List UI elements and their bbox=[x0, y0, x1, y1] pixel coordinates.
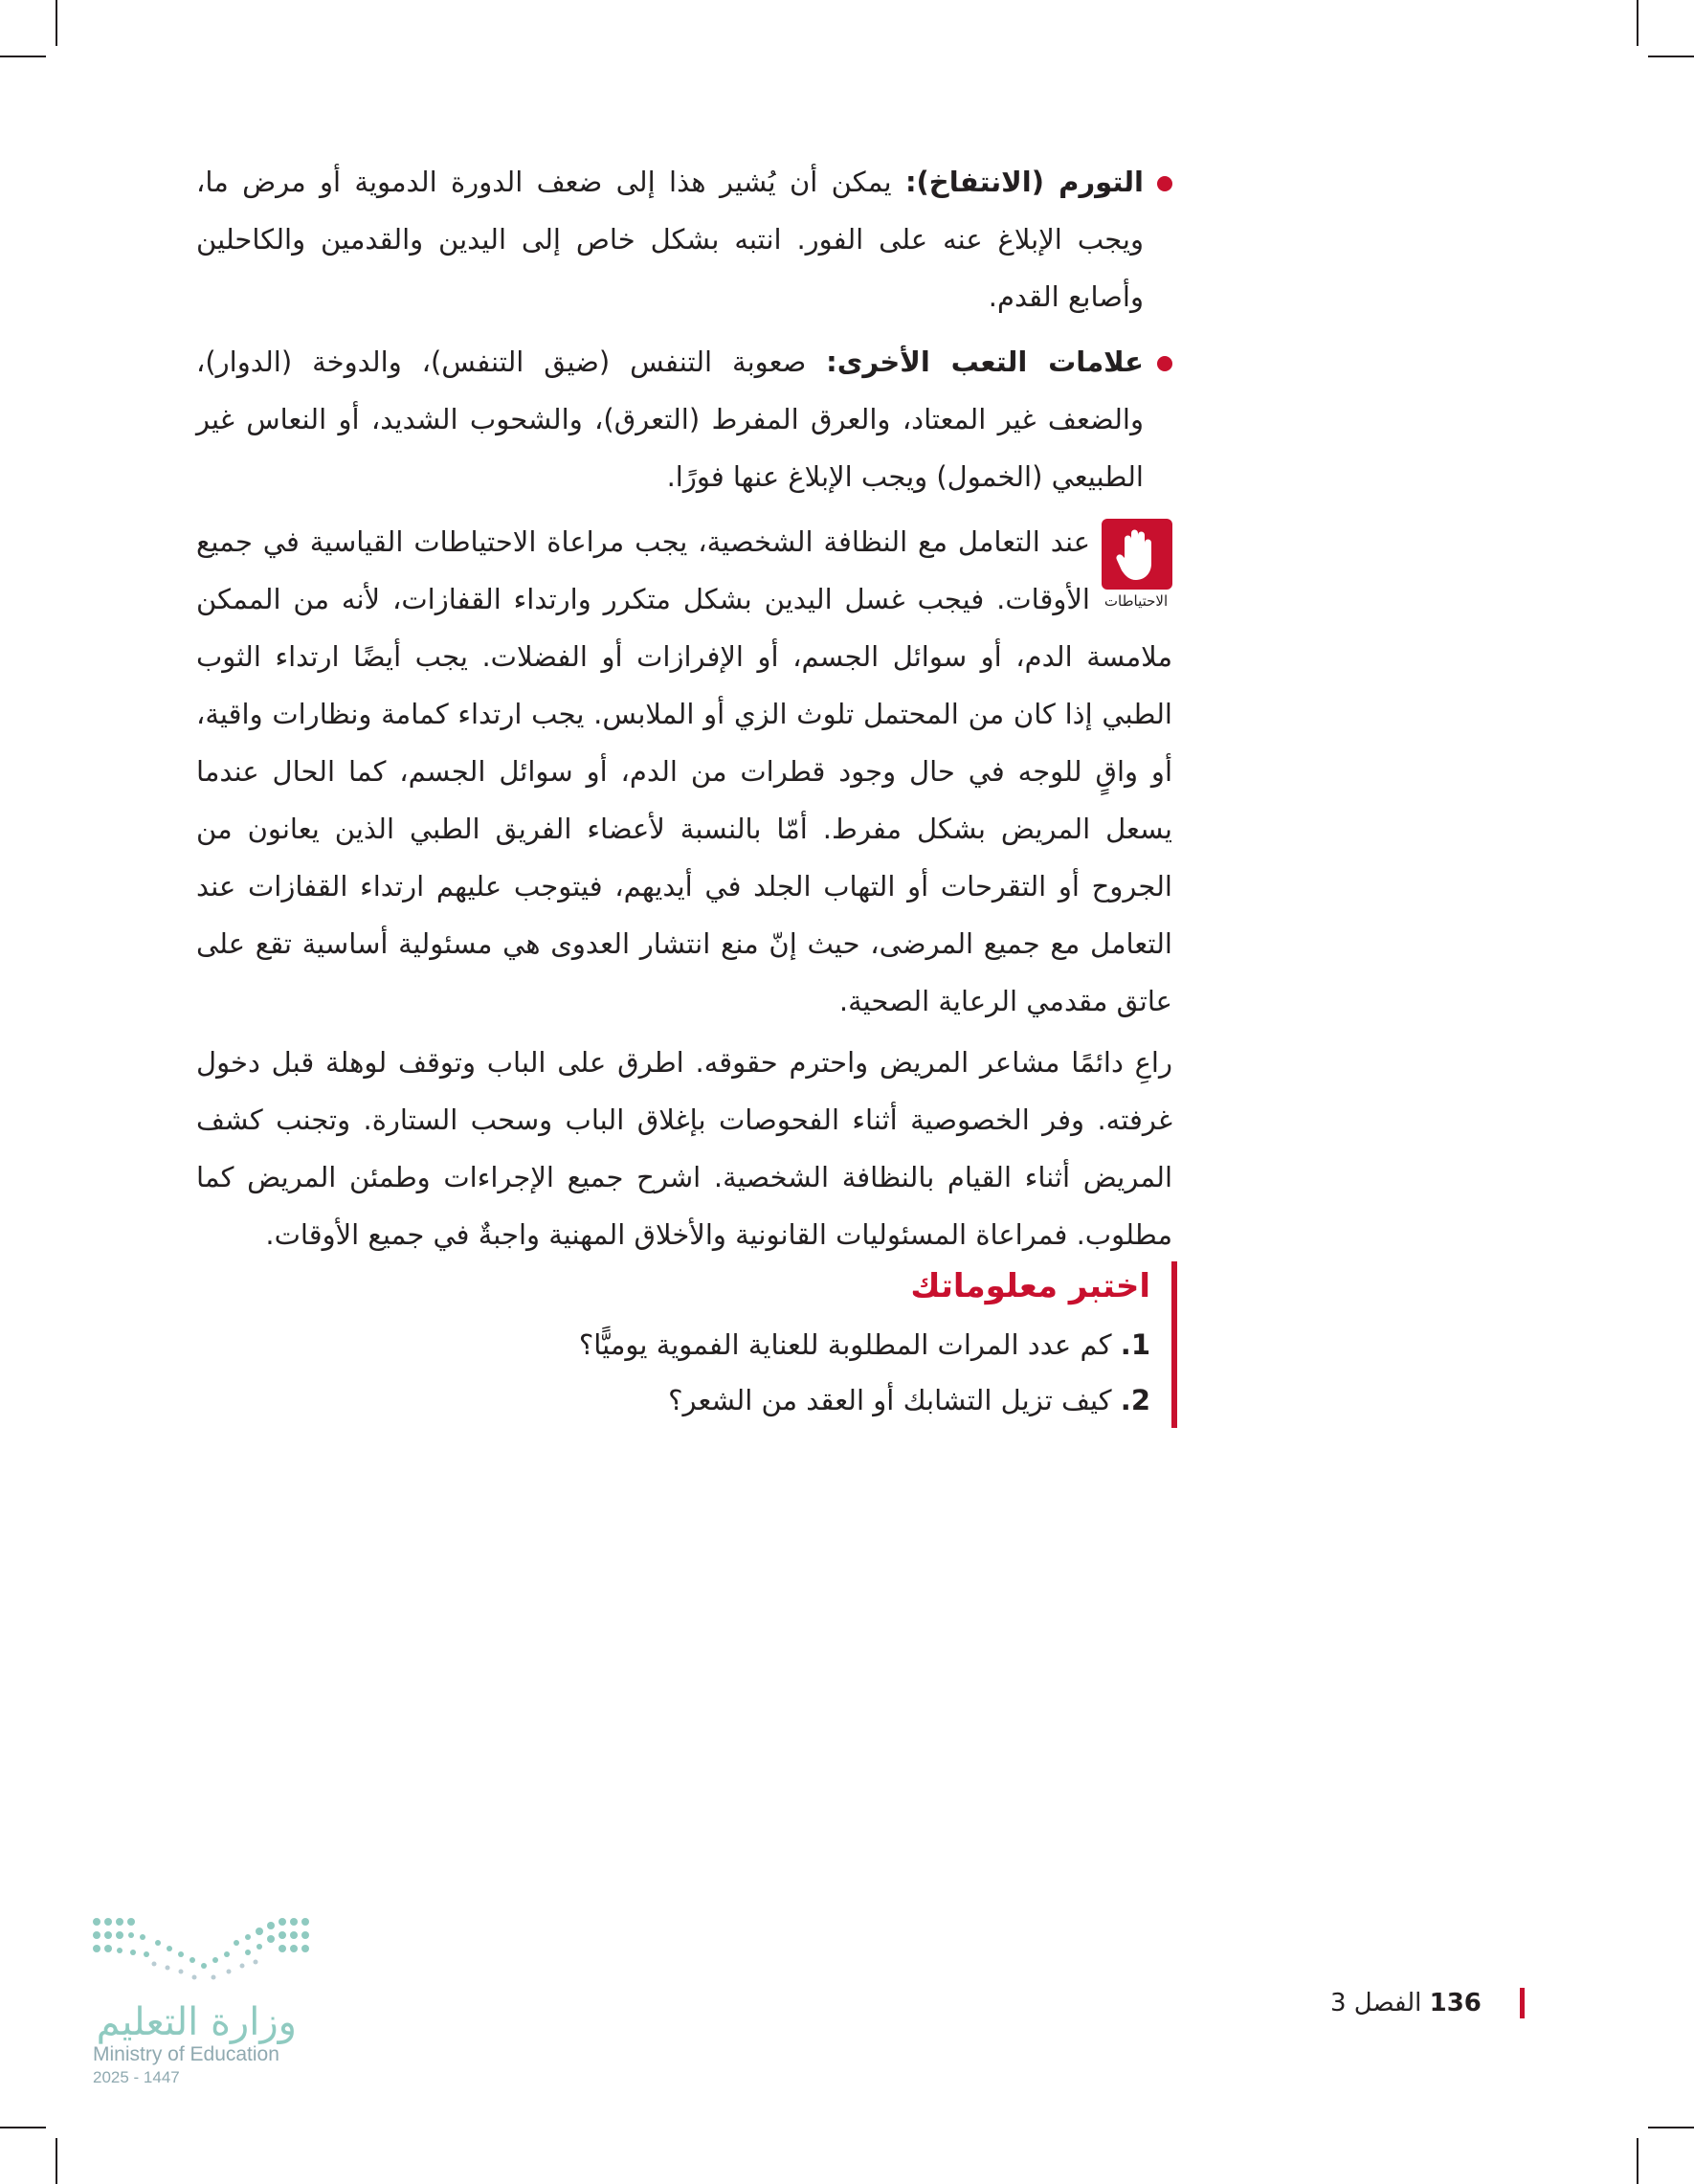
precaution-text: عند التعامل مع النظافة الشخصية، يجب مراعاة الاحتياطات القياسية في جميع الأوقات. فيجب غسل اليدين بشكل متكرر وارتداء القفازات، لأنه من الممكن ملامسة الدم، أو سوائل الجسم، أو الإفرازات أو الفضلات. يجب أيضًا ارتداء الثوب الطبي إذا كان من المحتمل تلوث الزي أو الملابس. يجب ارتداء كمامة ونظارات واقية، أو واقٍ للوجه في حال وجود قطرات من الدم، أو سوائل الجسم، كما الحال عندما يسعل المريض بشكل مفرط. أمّا بالنسبة لأعضاء الفريق الطبي الذين يعانون من الجروح أو التقرحات أو التهاب الجلد في أيديهم، فيتوجب عليهم ارتداء القفازات عند التعامل مع جميع المرضى، حيث إنّ منع انتشار العدوى هي مسئولية أساسية تقع على عاتق مقدمي الرعاية الصحية. bbox=[196, 525, 1172, 1017]
crop-mark bbox=[56, 2138, 57, 2184]
precaution-label: الاحتياطات bbox=[1103, 592, 1169, 610]
bullet-text: يمكن أن يُشير هذا إلى ضعف الدورة الدموية أو مرض ما، ويجب الإبلاغ عنه على الفور. انتبه بشكل خاص إلى اليدين والقدمين والكاحلين وأصابع القدم. bbox=[196, 166, 1144, 313]
ministry-year: 2025 - 1447 bbox=[93, 2068, 180, 2086]
precaution-paragraph bbox=[196, 513, 1172, 1030]
question-text: كيف تزيل التشابك أو العقد من الشعر؟ bbox=[668, 1384, 1112, 1416]
precaution-badge bbox=[1100, 519, 1172, 611]
bullet-term: التورم (الانتفاخ): bbox=[904, 166, 1144, 198]
quiz-title: اختبر معلوماتك bbox=[910, 1267, 1150, 1305]
question-number: 1. bbox=[1120, 1328, 1150, 1361]
quiz-question bbox=[480, 1317, 1150, 1372]
crop-mark bbox=[1648, 2127, 1694, 2128]
crop-mark bbox=[56, 0, 57, 46]
bullet-dot-icon bbox=[1157, 356, 1172, 371]
page-footer bbox=[1330, 1986, 1482, 2020]
bullet-item bbox=[196, 333, 1172, 505]
crop-mark bbox=[1637, 2138, 1638, 2184]
rights-paragraph: راعِ دائمًا مشاعر المريض واحترم حقوقه. اطرق على الباب وتوقف لوهلة قبل دخول غرفته. وفر الخصوصية أثناء الفحوصات بإغلاق الباب وسحب الستارة. وتجنب كشف المريض أثناء القيام بالنظافة الشخصية. اشرح جميع الإجراءات وطمئن المريض كما مطلوب. فمراعاة المسئوليات القانونية والأخلاق المهنية واجبةٌ في جميع الأوقات. bbox=[196, 1046, 1172, 1251]
ministry-name-english: Ministry of Education bbox=[93, 2043, 279, 2065]
crop-mark bbox=[0, 56, 46, 57]
chapter-label: الفصل 3 bbox=[1330, 1989, 1422, 2017]
main-content bbox=[196, 153, 1172, 1263]
stop-hand-icon bbox=[1102, 519, 1172, 590]
quiz-question bbox=[480, 1372, 1150, 1428]
bullet-text: صعوبة التنفس (ضيق التنفس)، والدوخة (الدوار)، والضعف غير المعتاد، والعرق المفرط (التعرق)، والشحوب الشديد، أو النعاس غير الطبيعي (الخمول) ويجب الإبلاغ عنها فورًا. bbox=[196, 345, 1144, 493]
crop-mark bbox=[1648, 56, 1694, 57]
bullet-term: علامات التعب الأخرى: bbox=[826, 345, 1144, 378]
crop-mark bbox=[1637, 0, 1638, 46]
ministry-name-arabic: وزارة التعليم bbox=[96, 2000, 297, 2044]
bullet-item bbox=[196, 153, 1172, 325]
question-text: كم عدد المرات المطلوبة للعناية الفموية يوميًّا؟ bbox=[578, 1328, 1112, 1361]
quiz-box bbox=[480, 1261, 1177, 1428]
bullet-dot-icon bbox=[1157, 176, 1172, 191]
page-number: 136 bbox=[1429, 1989, 1482, 2017]
ministry-logo-icon bbox=[91, 1914, 311, 1991]
question-number: 2. bbox=[1120, 1384, 1150, 1416]
crop-mark bbox=[0, 2127, 46, 2128]
footer-accent-bar bbox=[1520, 1988, 1525, 2018]
